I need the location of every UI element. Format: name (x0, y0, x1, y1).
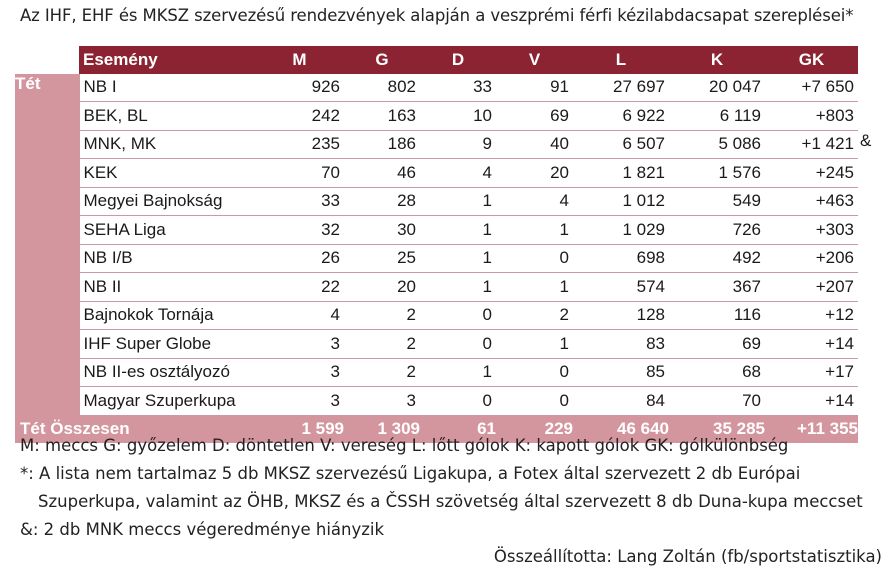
ampersand-note: &: 2 db MNK meccs végeredménye hiányzik (20, 520, 385, 539)
table-cell: +803 (765, 102, 858, 131)
total-cell: 61 (420, 415, 496, 443)
table-cell: 698 (573, 244, 669, 273)
total-cell: 46 640 (573, 415, 669, 443)
mnk-marker: & (860, 131, 872, 150)
table-cell: 726 (669, 216, 765, 245)
table-cell: 70 (669, 387, 765, 416)
asterisk-note-line2: Szuperkupa, valamint az ÖHB, MKSZ és a ČSSH szövetség által szervezett 8 db Duna-kupa meccset (38, 492, 863, 511)
event-name: SEHA Liga (79, 216, 255, 245)
table-cell: 1 821 (573, 159, 669, 188)
table-cell: 0 (420, 387, 496, 416)
event-name: IHF Super Globe (79, 330, 255, 359)
event-name: NB II (79, 273, 255, 302)
table-cell: 20 (496, 159, 573, 188)
table-cell: 0 (496, 358, 573, 387)
total-cell: 35 285 (669, 415, 765, 443)
table-cell: +303 (765, 216, 858, 245)
table-cell: 3 (344, 387, 420, 416)
column-header: D (420, 46, 496, 74)
table-cell: +7 650 (765, 74, 858, 102)
column-header: G (344, 46, 420, 74)
table-cell: 1 029 (573, 216, 669, 245)
table-cell: +245 (765, 159, 858, 188)
table-cell: 2 (344, 301, 420, 330)
table-cell: 1 (496, 216, 573, 245)
table-cell: 802 (344, 74, 420, 102)
table-cell: 40 (496, 130, 573, 159)
table-cell: 1 (420, 273, 496, 302)
table-cell: 3 (255, 358, 344, 387)
table-header-row (15, 46, 858, 74)
table-cell: +14 (765, 387, 858, 416)
table-cell: 84 (573, 387, 669, 416)
table-row (15, 330, 858, 359)
table-cell: 3 (255, 387, 344, 416)
total-cell: +11 355 (765, 415, 858, 443)
table-row (15, 130, 858, 159)
table-cell: 492 (669, 244, 765, 273)
table-cell: 1 (420, 244, 496, 273)
asterisk-note-line1: *: A lista nem tartalmaz 5 db MKSZ szervezésű Ligakupa, a Fotex által szervezett 2 db Európai (20, 464, 801, 483)
table-row (15, 273, 858, 302)
table-cell: 1 012 (573, 187, 669, 216)
total-cell: 229 (496, 415, 573, 443)
header-corner (15, 46, 79, 74)
table-cell: 549 (669, 187, 765, 216)
table-cell: 4 (496, 187, 573, 216)
table-cell: 32 (255, 216, 344, 245)
table-cell: 242 (255, 102, 344, 131)
table-cell: 22 (255, 273, 344, 302)
table-cell: 4 (255, 301, 344, 330)
table-cell: 1 (420, 187, 496, 216)
table-row (15, 159, 858, 188)
side-label: Tét (15, 74, 79, 416)
table-cell: 83 (573, 330, 669, 359)
event-name: Magyar Szuperkupa (79, 387, 255, 416)
table-row (15, 244, 858, 273)
event-name: BEK, BL (79, 102, 255, 131)
table-cell: 2 (344, 358, 420, 387)
table-cell: 0 (420, 301, 496, 330)
table-cell: 9 (420, 130, 496, 159)
table-cell: 128 (573, 301, 669, 330)
table-cell: +14 (765, 330, 858, 359)
table-row (15, 301, 858, 330)
table-cell: +12 (765, 301, 858, 330)
table-cell: 5 086 (669, 130, 765, 159)
table-cell: 3 (255, 330, 344, 359)
table-cell: 0 (496, 387, 573, 416)
table-cell: 33 (255, 187, 344, 216)
table-cell: 926 (255, 74, 344, 102)
column-header: GK (765, 46, 858, 74)
table-cell: 70 (255, 159, 344, 188)
table-row (15, 74, 858, 102)
event-name: Megyei Bajnokság (79, 187, 255, 216)
table-cell: 85 (573, 358, 669, 387)
total-label: Tét Összesen (15, 415, 255, 443)
table-cell: 69 (669, 330, 765, 359)
event-name: KEK (79, 159, 255, 188)
table-cell: 20 047 (669, 74, 765, 102)
table-cell: 68 (669, 358, 765, 387)
total-cell: 1 309 (344, 415, 420, 443)
event-name: Bajnokok Tornája (79, 301, 255, 330)
table-cell: 116 (669, 301, 765, 330)
table-cell: 30 (344, 216, 420, 245)
table-cell: +207 (765, 273, 858, 302)
table-cell: 1 (496, 330, 573, 359)
table-cell: 2 (344, 330, 420, 359)
table-cell: 574 (573, 273, 669, 302)
table-cell: 235 (255, 130, 344, 159)
page-title: Az IHF, EHF és MKSZ szervezésű rendezvények alapján a veszprémi férfi kézilabdacsapat szereplései* (20, 6, 854, 25)
column-header: L (573, 46, 669, 74)
column-header: Esemény (79, 46, 255, 74)
table-row (15, 387, 858, 416)
column-header: V (496, 46, 573, 74)
table-cell: +17 (765, 358, 858, 387)
table-cell: 0 (420, 330, 496, 359)
table-cell: 186 (344, 130, 420, 159)
table-cell: 69 (496, 102, 573, 131)
table-cell: 1 (420, 358, 496, 387)
table-row (15, 187, 858, 216)
table-cell: 91 (496, 74, 573, 102)
table-cell: 27 697 (573, 74, 669, 102)
table-cell: 1 (420, 216, 496, 245)
table-cell: 33 (420, 74, 496, 102)
table-cell: 46 (344, 159, 420, 188)
table-cell: 26 (255, 244, 344, 273)
table-cell: +1 421 (765, 130, 858, 159)
table-cell: 1 576 (669, 159, 765, 188)
table-cell: +463 (765, 187, 858, 216)
table-cell: +206 (765, 244, 858, 273)
legend-note: M: meccs G: győzelem D: döntetlen V: vereség L: lőtt gólok K: kapott gólok GK: gólkülönbség (20, 436, 789, 455)
table-cell: 2 (496, 301, 573, 330)
event-name: NB I/B (79, 244, 255, 273)
table-row (15, 358, 858, 387)
total-cell: 1 599 (255, 415, 344, 443)
event-name: MNK, MK (79, 130, 255, 159)
table-cell: 25 (344, 244, 420, 273)
table-cell: 6 922 (573, 102, 669, 131)
table-cell: 4 (420, 159, 496, 188)
event-name: NB II-es osztályozó (79, 358, 255, 387)
results-table (15, 46, 858, 443)
table-cell: 163 (344, 102, 420, 131)
table-cell: 0 (496, 244, 573, 273)
table-cell: 20 (344, 273, 420, 302)
table-cell: 10 (420, 102, 496, 131)
table-row (15, 102, 858, 131)
table-cell: 6 507 (573, 130, 669, 159)
event-name: NB I (79, 74, 255, 102)
table-cell: 367 (669, 273, 765, 302)
table-cell: 28 (344, 187, 420, 216)
table-row (15, 216, 858, 245)
column-header: M (255, 46, 344, 74)
column-header: K (669, 46, 765, 74)
credit-line: Összeállította: Lang Zoltán (fb/sportstatisztika) (493, 547, 882, 566)
table-cell: 1 (496, 273, 573, 302)
table-cell: 6 119 (669, 102, 765, 131)
